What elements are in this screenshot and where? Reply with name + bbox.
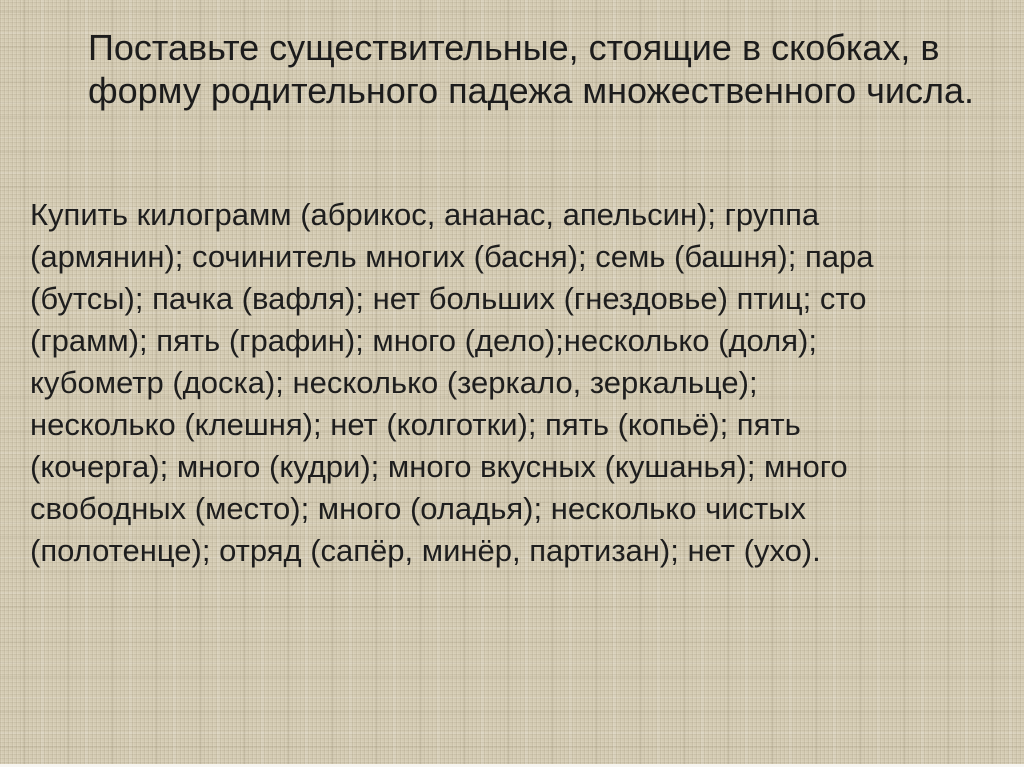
body-line-8: свободных (место); много (оладья); несколько чистых <box>30 491 807 526</box>
body-line-1: Купить килограмм (абрикос, ананас, апельсин); группа <box>30 197 820 232</box>
body-line-3: (бутсы); пачка (вафля); нет больших (гнездовье) птиц; сто <box>30 281 867 316</box>
body-line-6: несколько (клешня); нет (колготки); пять (копьё); пять <box>30 407 801 442</box>
slide-title <box>88 26 974 112</box>
exercise-text <box>30 194 873 572</box>
title-line-1: Поставьте существительные, стоящие в скобках, в <box>88 27 940 68</box>
body-line-7: (кочерга); много (кудри); много вкусных (кушанья); много <box>30 449 848 484</box>
body-line-5: кубометр (доска); несколько (зеркало, зеркальце); <box>30 365 758 400</box>
body-line-4: (грамм); пять (графин); много (дело);несколько (доля); <box>30 323 817 358</box>
body-line-2: (армянин); сочинитель многих (басня); семь (башня); пара <box>30 239 874 274</box>
title-line-2: форму родительного падежа множественного числа. <box>88 70 974 111</box>
body-line-9: (полотенце); отряд (сапёр, минёр, партизан); нет (ухо). <box>30 533 821 568</box>
